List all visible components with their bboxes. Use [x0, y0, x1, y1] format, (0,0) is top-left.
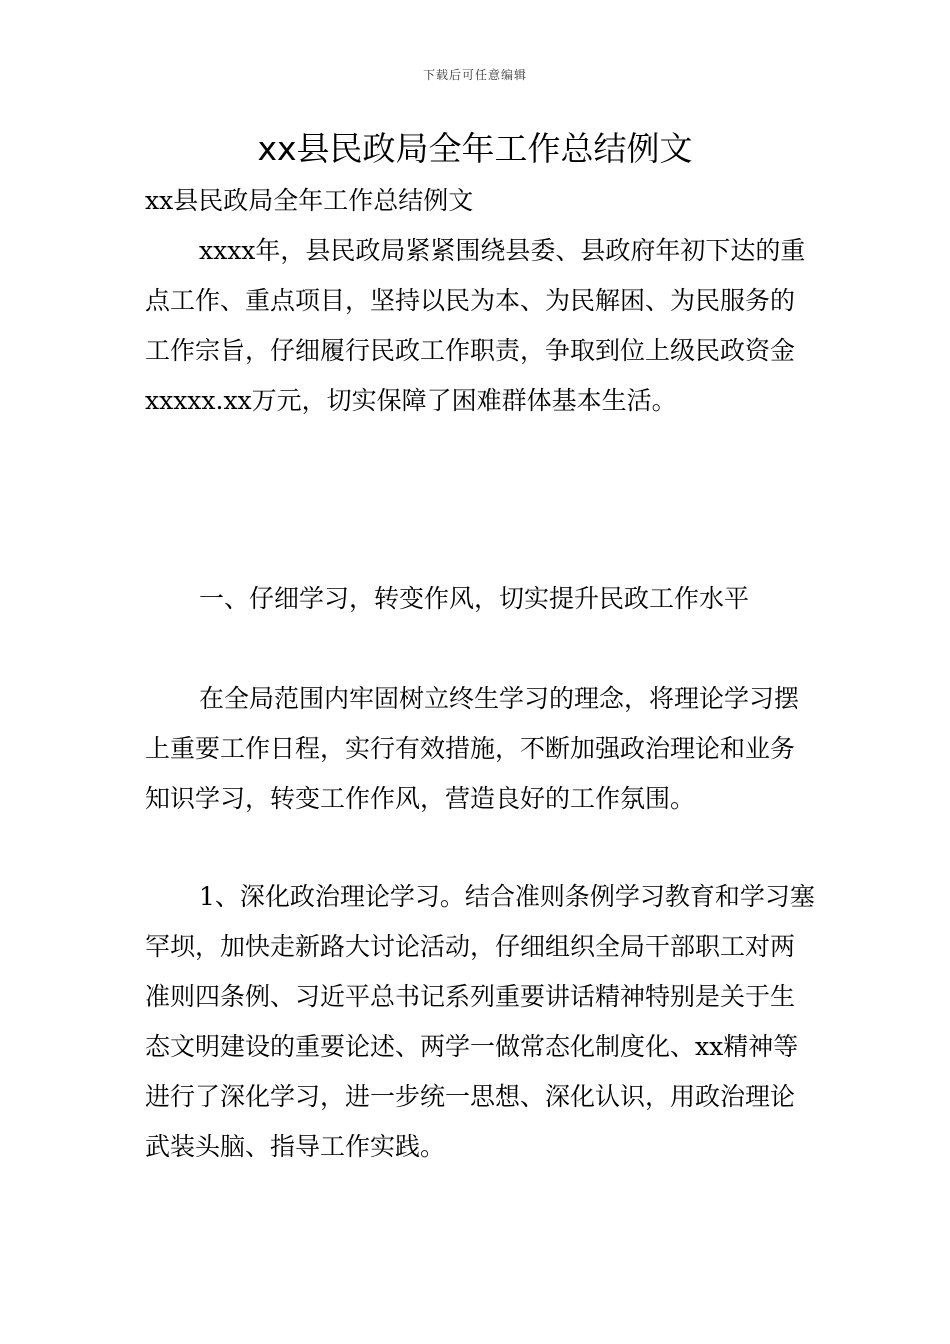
- document-title: xx县民政局全年工作总结例文: [257, 129, 693, 168]
- item-paragraph-1: 1、深化政治理论学习。结合准则条例学习教育和学习塞罕坝，加快走新路大讨论活动，仔细组织全局干部职工对两准则四条例、习近平总书记系列重要讲话精神特别是关于生态文明建设的重要论述、两学一做常态化制度化、xx精神等进行了深化学习，进一步统一思想、深化认识，用政治理论武装头脑、指导工作实践。: [145, 882, 815, 1161]
- header-note: 下载后可任意编辑: [422, 68, 527, 82]
- document-subtitle: xx县民政局全年工作总结例文: [145, 186, 474, 215]
- intro-paragraph: xxxx年，县民政局紧紧围绕县委、县政府年初下达的重点工作、重点项目，坚持以民为本、为民解困、为民服务的工作宗旨，仔细履行民政工作职责，争取到位上级民政资金xxxxx.xx万元，切实保障了困难群体基本生活。: [145, 236, 806, 415]
- section-heading-1: 一、仔细学习，转变作风，切实提升民政工作水平: [199, 584, 750, 613]
- section-paragraph-1: 在全局范围内牢固树立终生学习的理念，将理论学习摆上重要工作日程，实行有效措施，不断加强政治理论和业务知识学习，转变工作作风，营造良好的工作氛围。: [145, 684, 800, 813]
